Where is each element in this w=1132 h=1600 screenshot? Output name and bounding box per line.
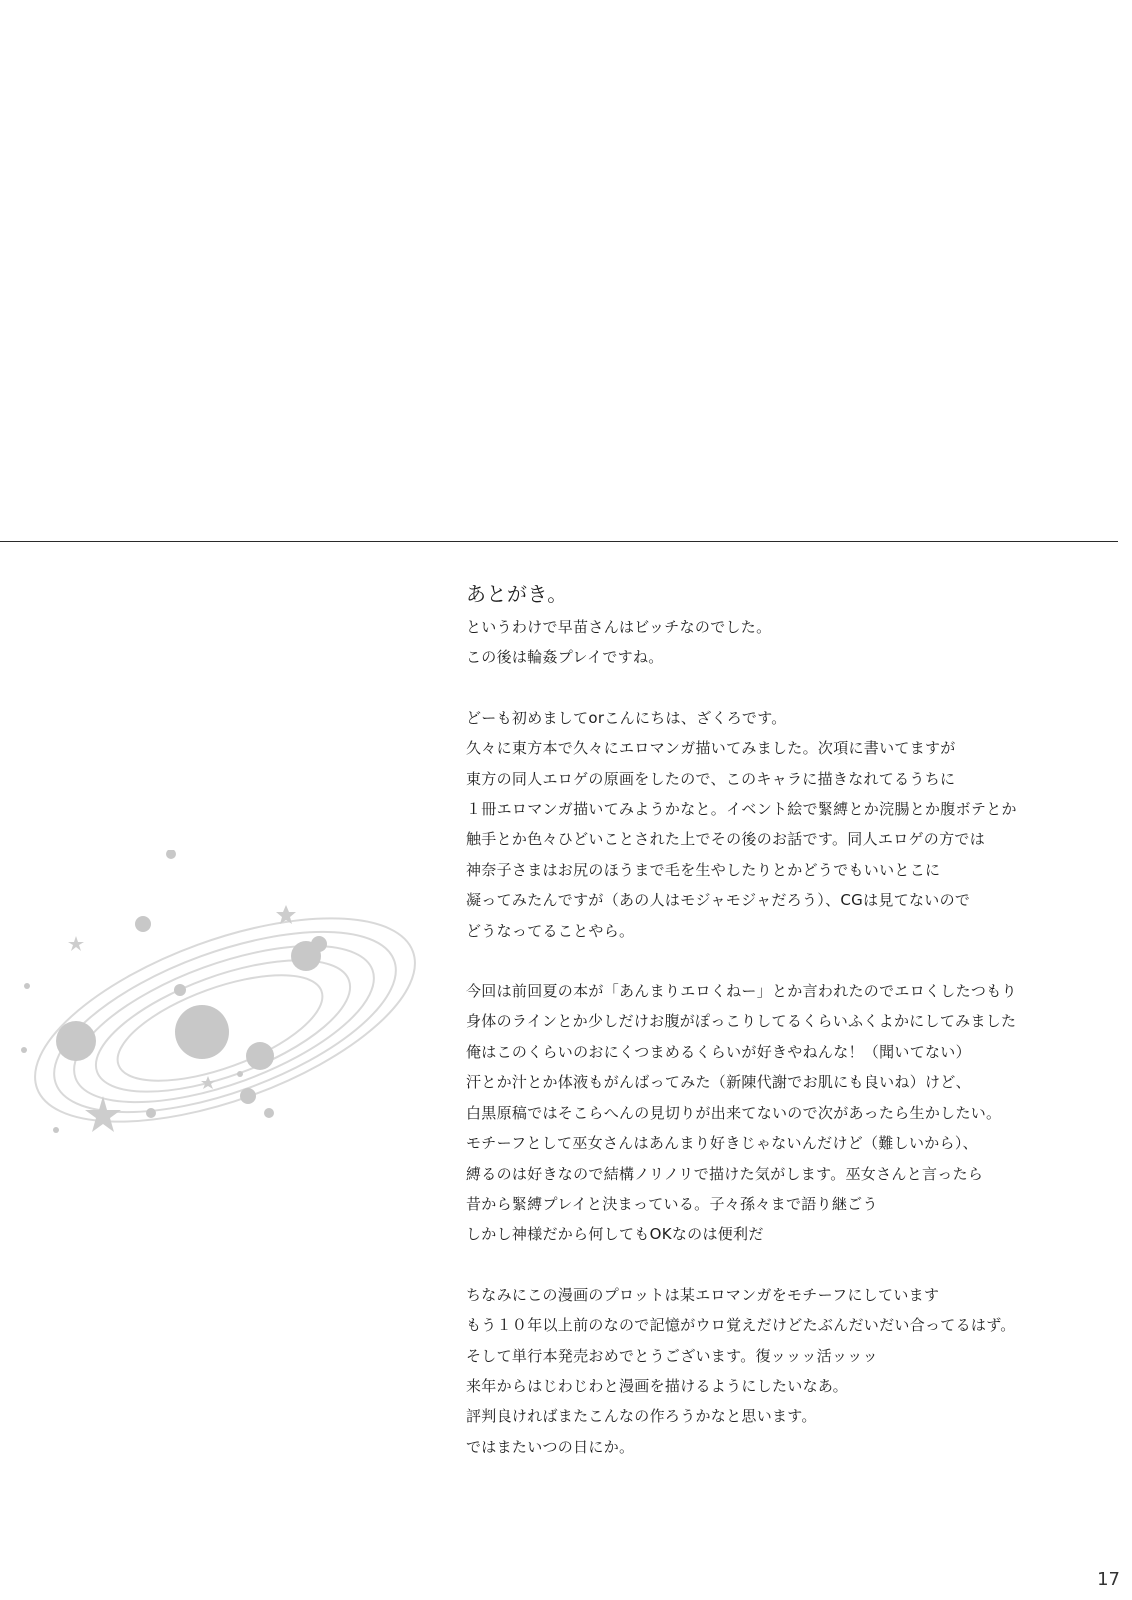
planet <box>174 984 186 996</box>
paragraph <box>466 976 1106 1250</box>
text-line: 昔から緊縛プレイと決まっている。子々孫々まで語り継ごう <box>466 1194 878 1213</box>
text-line: 白黒原稿ではそこらへんの見切りが出来てないので次があったら生かしたい。 <box>466 1103 1002 1122</box>
paragraph <box>466 612 1106 673</box>
text-line: 来年からはじわじわと漫画を描けるようにしたいなあ。 <box>466 1376 848 1395</box>
text-line: もう１０年以上前のなので記憶がウロ覚えだけどたぶんだいだい合ってるはず。 <box>466 1316 1016 1335</box>
text-line: 俺はこのくらいのおにくつまめるくらいが好きやねんな！（聞いてない） <box>466 1042 971 1061</box>
afterword-section <box>466 580 1106 1492</box>
text-line: しかし神様だから何してもOKなのは便利だ <box>466 1225 764 1244</box>
planet <box>311 936 327 952</box>
planet <box>146 1108 156 1118</box>
star-icon <box>68 936 84 951</box>
planet <box>240 1088 256 1104</box>
paragraph <box>466 1280 1106 1462</box>
text-line: 身体のラインとか少しだけお腹がぽっこりしてるくらいふくよかにしてみました <box>466 1012 1017 1031</box>
planet <box>53 1127 59 1133</box>
planet <box>21 1047 27 1053</box>
text-line: 凝ってみたんですが（あの人はモジャモジャだろう）、CGは見てないので <box>466 891 971 910</box>
text-line: 神奈子さまはお尻のほうまで毛を生やしたりとかどうでもいいとこに <box>466 860 941 879</box>
text-line: この後は輪姦プレイですね。 <box>466 648 664 667</box>
planet <box>246 1042 274 1070</box>
planet <box>264 1108 274 1118</box>
planet <box>24 983 30 989</box>
text-line: というわけで早苗さんはビッチなのでした。 <box>466 618 772 636</box>
planet <box>237 1071 243 1077</box>
page-number: 17 <box>1097 1569 1120 1590</box>
text-line: 久々に東方本で久々にエロマンガ描いてみました。次項に書いてますが <box>466 739 956 758</box>
paragraph <box>466 703 1106 946</box>
planet <box>175 1005 229 1059</box>
planet-orbits-illustration <box>10 850 450 1230</box>
text-line: どうなってることやら。 <box>466 921 635 940</box>
planet <box>56 1021 96 1061</box>
text-line: ちなみにこの漫画のプロットは某エロマンガをモチーフにしています <box>466 1285 940 1304</box>
afterword-title: あとがき。 <box>466 582 568 606</box>
text-line: 今回は前回夏の本が「あんまりエロくねー」とか言われたのでエロくしたつもり <box>466 982 1017 1001</box>
text-line: 東方の同人エロゲの原画をしたので、このキャラに描きなれてるうちに <box>466 769 956 788</box>
text-line: 触手とか色々ひどいことされた上でその後のお話です。同人エロゲの方では <box>466 830 986 849</box>
text-line: １冊エロマンガ描いてみようかなと。イベント絵で緊縛とか浣腸とか腹ボテとか <box>466 800 1017 819</box>
star-icon <box>201 1076 215 1089</box>
planet <box>135 916 151 932</box>
planet <box>166 850 176 859</box>
text-line: どーも初めましてorこんにちは、ざくろです。 <box>466 708 787 727</box>
divider-line <box>0 541 1118 542</box>
text-line: そして単行本発売おめでとうございます。復ッッッ活ッッッ <box>466 1346 878 1365</box>
text-line: 評判良ければまたこんなの作ろうかなと思います。 <box>466 1407 817 1426</box>
text-line: モチーフとして巫女さんはあんまり好きじゃないんだけど（難しいから）、 <box>466 1134 978 1153</box>
text-line: 縛るのは好きなので結構ノリノリで描けた気がします。巫女さんと言ったら <box>466 1164 984 1183</box>
text-line: ではまたいつの日にか。 <box>466 1437 635 1456</box>
text-line: 汗とか汁とか体液もがんばってみた（新陳代謝でお肌にも良いね）けど、 <box>466 1073 971 1092</box>
